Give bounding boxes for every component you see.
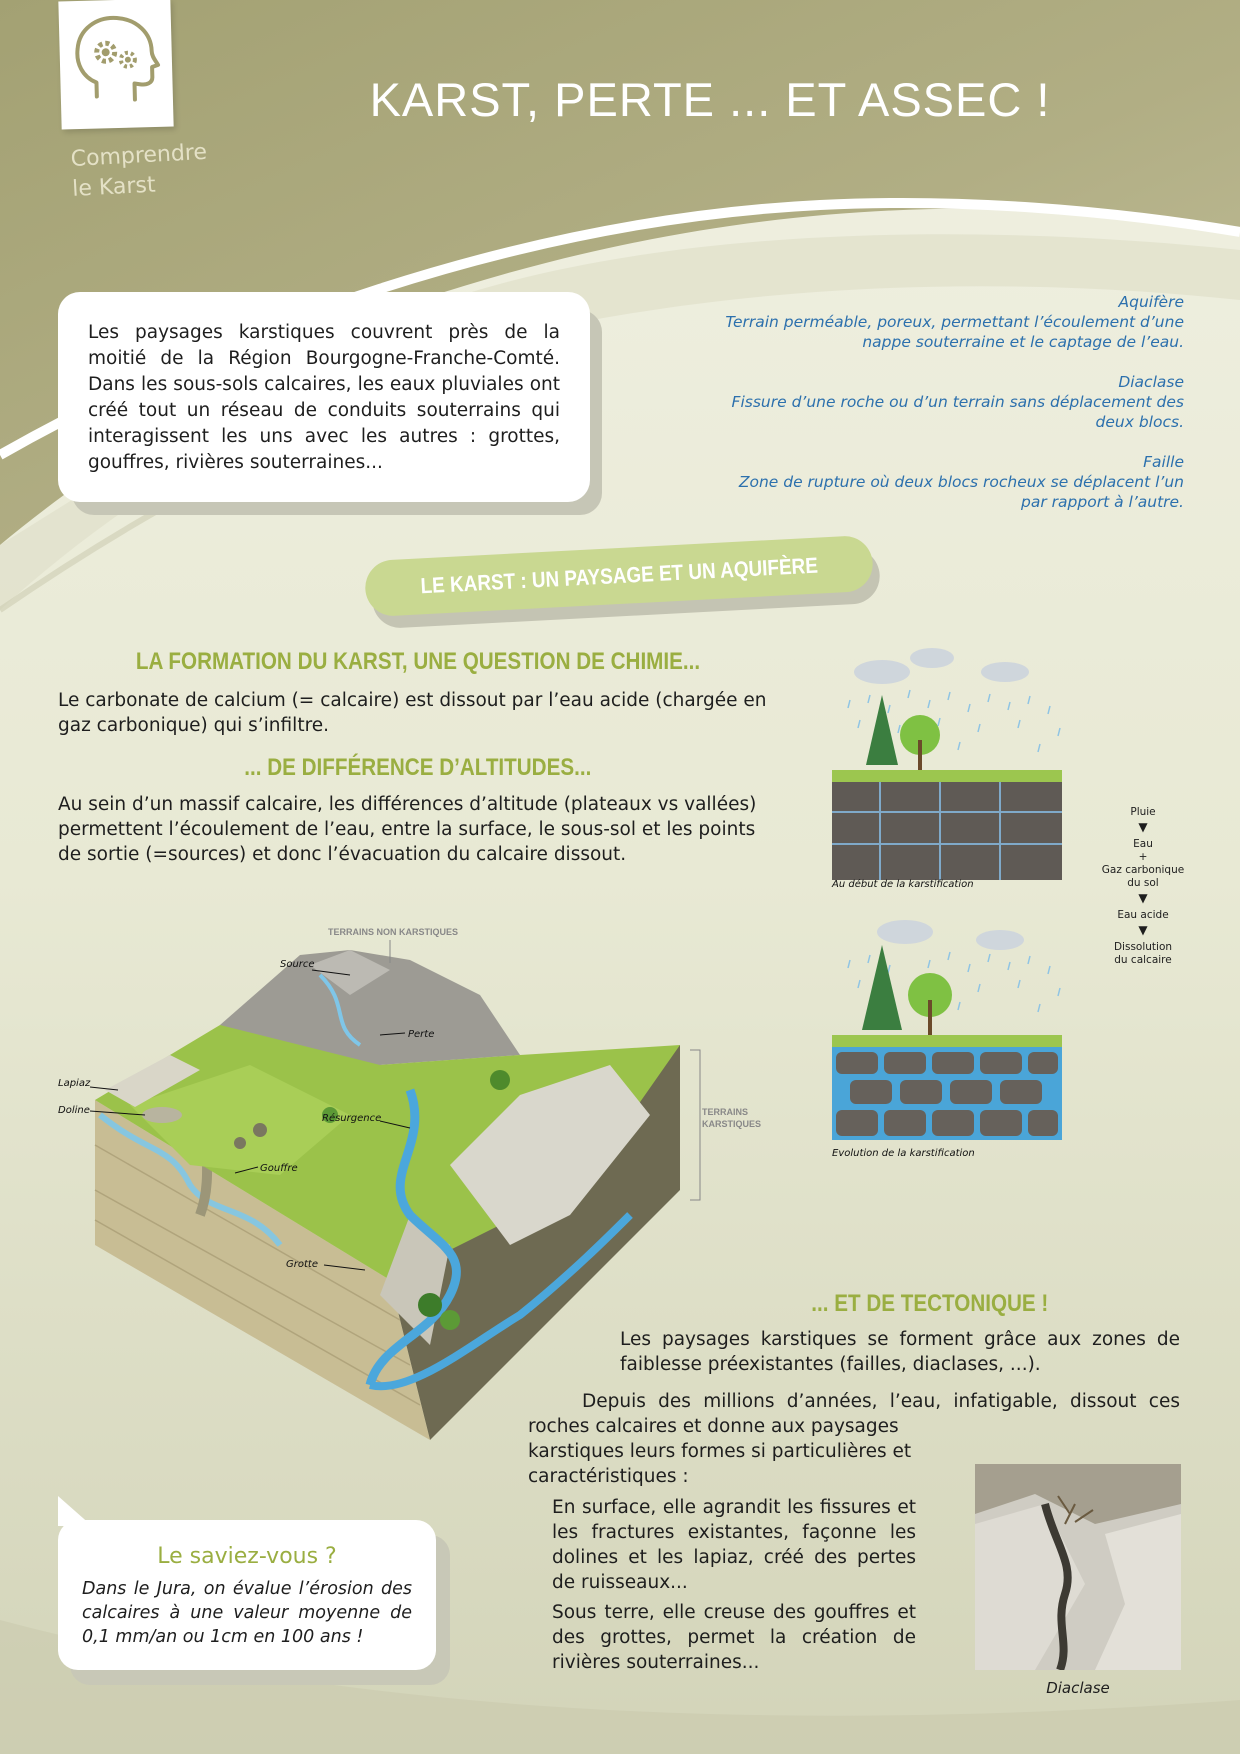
intro-text: Les paysages karstiques couvrent près de la moitié de la Région Bourgogne-Franche-Comté. Dans les sous-sols calcaires, les eaux pluviales ont créé tout un réseau de conduits souterrains qui interagissent les uns avec les autres : grottes, gouffres, rivières souterraines... — [88, 322, 560, 473]
tectonique-paragraph-2-rest: roches calcaires et donne aux paysages karstiques leurs formes si particulières et caractéristiques : — [528, 1416, 912, 1487]
label-grotte: Grotte — [286, 1259, 318, 1270]
brain-gears-icon — [58, 0, 173, 129]
karstification-evolution-image — [832, 920, 1062, 1140]
flow-step-eau: Eau — [1133, 838, 1153, 850]
flow-step-sol: du sol — [1127, 877, 1159, 889]
flow-step-dissolution: Dissolution — [1113, 941, 1173, 953]
caption-start: Au début de la karstification — [832, 879, 974, 890]
formation-text: Le carbonate de calcium (= calcaire) est dissout par l’eau acide (chargée en gaz carbonique) qui s’infiltre. — [58, 690, 767, 736]
flow-step-eau-acide: Eau acide — [1117, 909, 1169, 921]
label-lapiaz: Lapiaz — [58, 1078, 91, 1089]
label-perte: Perte — [408, 1029, 435, 1040]
logo-line-2: le Karst — [71, 172, 157, 202]
karstification-illustrations — [830, 640, 1090, 1160]
definition-term: Faille — [1143, 453, 1184, 471]
down-arrow-icon: ▼ — [1138, 891, 1148, 905]
altitudes-text: Au sein d’un massif calcaire, les différences d’altitude (plateaux vs vallées) permettent l’écoulement de l’eau, entre la surface, le sous-sol et les points de sortie (=sources) et donc l’évacuation du calcaire dissout. — [58, 794, 757, 865]
label-terrains-non-karstiques: TERRAINS NON KARSTIQUES — [328, 927, 459, 937]
label-doline: Doline — [58, 1105, 90, 1116]
tectonique-paragraph-4: Sous terre, elle creuse des gouffres et des grottes, permet la création de rivières souterraines... — [552, 1602, 916, 1673]
saviez-text: Dans le Jura, on évalue l’érosion des calcaires à une valeur moyenne de 0,1 mm/an ou 1cm en 100 ans ! — [82, 1579, 412, 1647]
photo-caption: Diaclase — [1046, 1679, 1110, 1697]
dissolution-flow — [1090, 806, 1196, 967]
tectonique-paragraph-3: En surface, elle agrandit les fissures et les fractures existantes, façonne les dolines et les lapiaz, créé des pertes de ruisseaux... — [552, 1497, 916, 1593]
flow-step-gaz: Gaz carbonique — [1101, 864, 1185, 876]
label-terrains-karstiques-1: TERRAINS — [702, 1107, 749, 1117]
caption-evolution: Evolution de la karstification — [832, 1148, 975, 1159]
tectonique-heading-text: ... ET DE TECTONIQUE ! — [811, 1290, 1049, 1317]
flow-step-calcaire: du calcaire — [1114, 954, 1172, 966]
saviez-box — [58, 1520, 436, 1670]
logo-line-1: Comprendre — [70, 139, 208, 172]
karstification-start-image — [832, 648, 1062, 880]
definition-term: Aquifère — [1118, 293, 1184, 311]
banner-label: LE KARST : UN PAYSAGE ET UN AQUIFÈRE — [419, 552, 819, 599]
down-arrow-icon: ▼ — [1138, 923, 1148, 937]
label-resurgence: Résurgence — [322, 1113, 382, 1124]
logo-card — [58, 0, 173, 129]
logo-text — [70, 135, 273, 205]
intro-box — [58, 292, 590, 502]
tectonique-heading — [760, 1290, 1100, 1318]
formation-heading — [58, 648, 778, 676]
altitudes-heading-text: ... DE DIFFÉRENCE D’ALTITUDES... — [244, 754, 592, 781]
page-title: KARST, PERTE ... ET ASSEC ! — [369, 73, 1051, 126]
flow-step-pluie: Pluie — [1130, 806, 1156, 818]
label-terrains-karstiques-2: KARSTIQUES — [702, 1119, 762, 1129]
formation-heading-text: LA FORMATION DU KARST, UNE QUESTION DE CHIMIE... — [135, 648, 701, 675]
tectonique-paragraph-2-line-1: Depuis des millions d’années, l’eau, infatigable, dissout ces — [582, 1391, 1180, 1412]
definition-text: Fissure d’une roche ou d’un terrain sans déplacement des deux blocs. — [731, 393, 1184, 431]
definition-text: Zone de rupture où deux blocs rocheux se déplacent l’un par rapport à l’autre. — [738, 473, 1184, 511]
tectonique-paragraph-1: Les paysages karstiques se forment grâce aux zones de faiblesse préexistantes (failles, diaclases, ...). — [620, 1329, 1180, 1375]
down-arrow-icon: ▼ — [1138, 820, 1148, 834]
diaclase-photo — [975, 1464, 1181, 1670]
flow-step-plus: + — [1138, 851, 1148, 863]
label-source: Source — [280, 959, 315, 970]
definition-text: Terrain perméable, poreux, permettant l’écoulement d’une nappe souterraine et le captage de l’eau. — [725, 313, 1184, 351]
altitudes-heading — [58, 754, 778, 782]
definitions — [720, 292, 1184, 532]
definition-term: Diaclase — [1118, 373, 1184, 391]
label-gouffre: Gouffre — [260, 1163, 298, 1174]
saviez-title: Le saviez-vous ? — [157, 1544, 337, 1569]
